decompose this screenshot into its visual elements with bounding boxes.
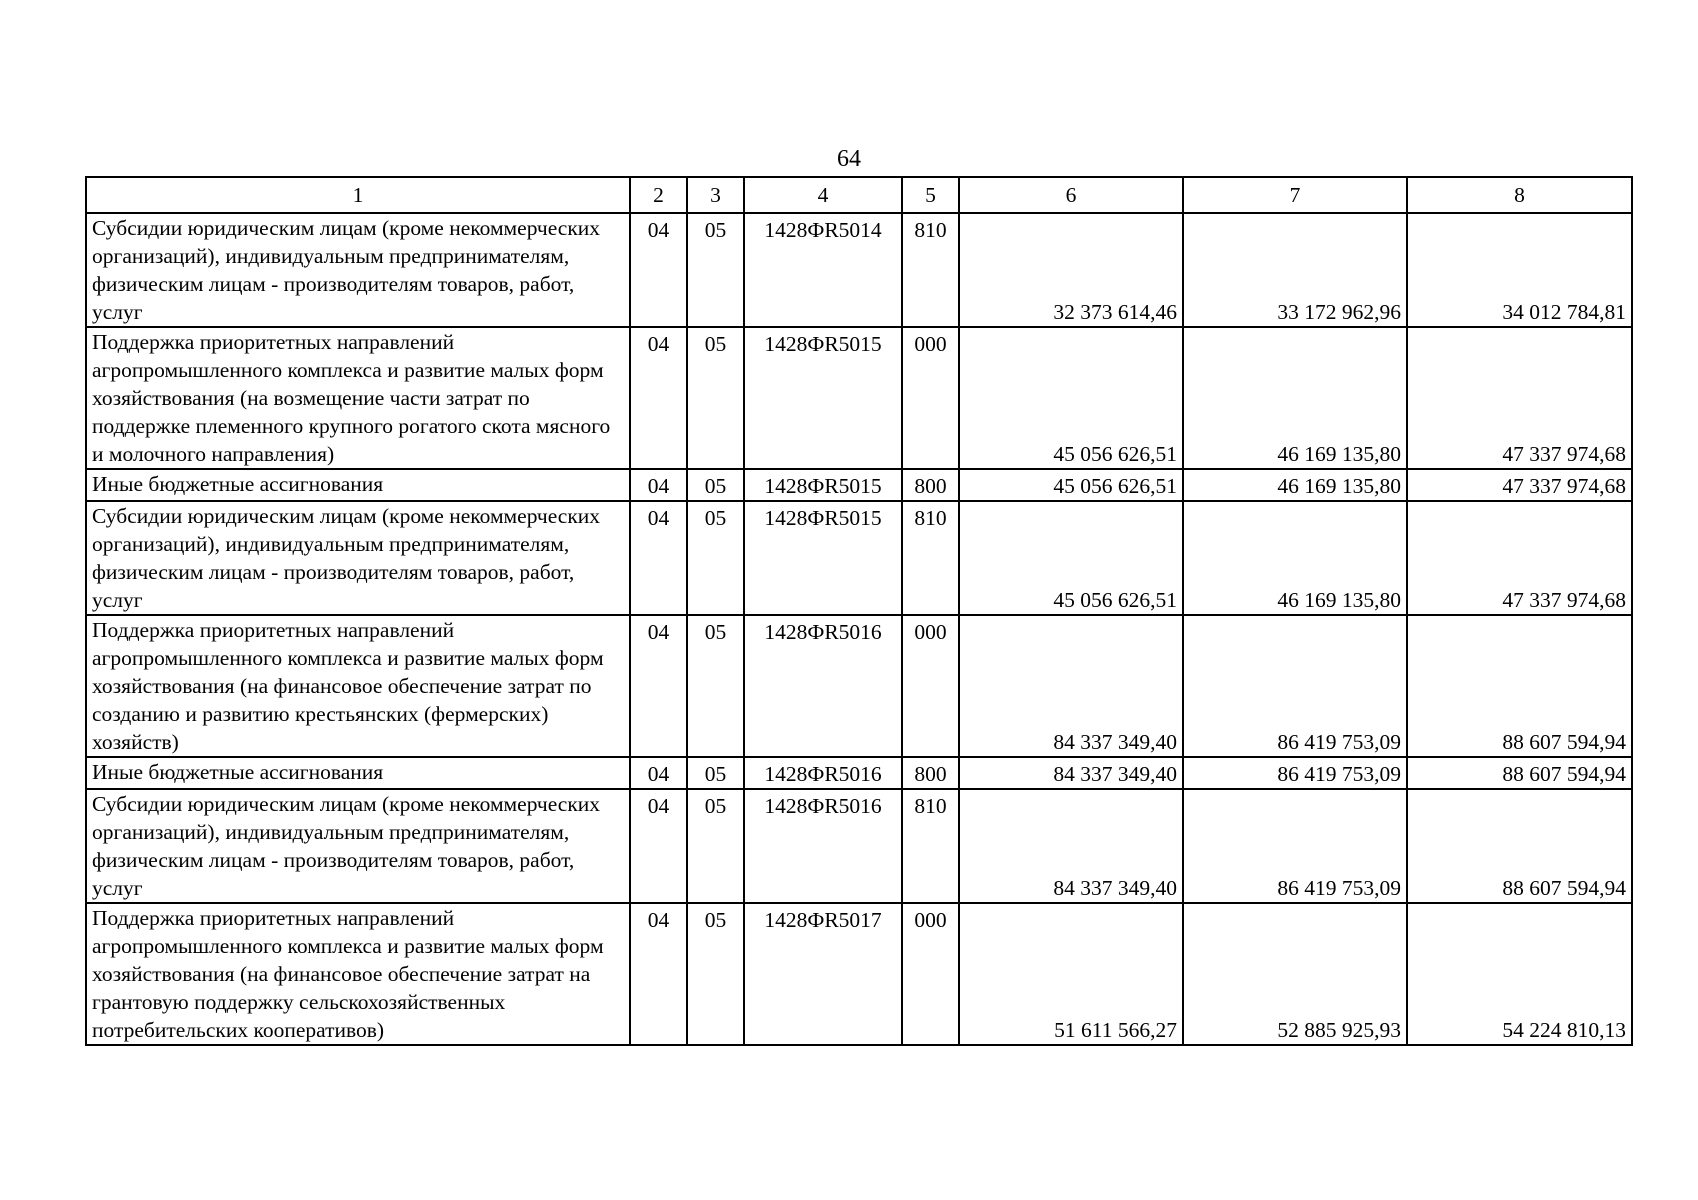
row-name: Иные бюджетные ассигнования bbox=[86, 757, 630, 789]
header-cell-6: 6 bbox=[959, 177, 1183, 213]
row-subsection: 05 bbox=[687, 757, 744, 789]
row-subsection: 05 bbox=[687, 615, 744, 757]
header-cell-2: 2 bbox=[630, 177, 687, 213]
row-amount-year2: 86 419 753,09 bbox=[1183, 789, 1407, 903]
row-name: Поддержка приоритетных направлений агропромышленного комплекса и развитие малых форм хозяйствования (на возмещение части затрат по поддержке племенного крупного рогатого скота мясного и молочного направления) bbox=[86, 327, 630, 469]
row-amount-year2: 46 169 135,80 bbox=[1183, 469, 1407, 501]
header-cell-1: 1 bbox=[86, 177, 630, 213]
row-amount-year3: 47 337 974,68 bbox=[1407, 327, 1632, 469]
row-amount-year3: 34 012 784,81 bbox=[1407, 213, 1632, 327]
row-amount-year2: 86 419 753,09 bbox=[1183, 757, 1407, 789]
table-row bbox=[86, 789, 1632, 903]
row-amount-year3: 54 224 810,13 bbox=[1407, 903, 1632, 1045]
row-amount-year3: 47 337 974,68 bbox=[1407, 501, 1632, 615]
row-amount-year1: 84 337 349,40 bbox=[959, 615, 1183, 757]
row-amount-year1: 32 373 614,46 bbox=[959, 213, 1183, 327]
budget-table bbox=[85, 176, 1633, 1046]
row-name: Иные бюджетные ассигнования bbox=[86, 469, 630, 501]
header-cell-3: 3 bbox=[687, 177, 744, 213]
row-expense-type: 000 bbox=[902, 327, 959, 469]
row-name: Субсидии юридическим лицам (кроме некоммерческих организаций), индивидуальным предпринимателям, физическим лицам - производителям товаров, работ, услуг bbox=[86, 789, 630, 903]
row-expense-type: 000 bbox=[902, 615, 959, 757]
row-name: Субсидии юридическим лицам (кроме некоммерческих организаций), индивидуальным предпринимателям, физическим лицам - производителям товаров, работ, услуг bbox=[86, 501, 630, 615]
row-subsection: 05 bbox=[687, 903, 744, 1045]
row-expense-type: 800 bbox=[902, 757, 959, 789]
table-row bbox=[86, 469, 1632, 501]
header-cell-8: 8 bbox=[1407, 177, 1632, 213]
row-section: 04 bbox=[630, 903, 687, 1045]
row-section: 04 bbox=[630, 789, 687, 903]
header-cell-7: 7 bbox=[1183, 177, 1407, 213]
table-row bbox=[86, 213, 1632, 327]
row-amount-year2: 46 169 135,80 bbox=[1183, 327, 1407, 469]
row-subsection: 05 bbox=[687, 469, 744, 501]
row-amount-year2: 46 169 135,80 bbox=[1183, 501, 1407, 615]
table-row bbox=[86, 903, 1632, 1045]
row-section: 04 bbox=[630, 213, 687, 327]
row-amount-year1: 84 337 349,40 bbox=[959, 757, 1183, 789]
header-row bbox=[86, 177, 1632, 213]
row-target-article: 1428ФR5017 bbox=[744, 903, 902, 1045]
row-target-article: 1428ФR5016 bbox=[744, 615, 902, 757]
row-amount-year1: 84 337 349,40 bbox=[959, 789, 1183, 903]
row-target-article: 1428ФR5015 bbox=[744, 501, 902, 615]
row-amount-year1: 51 611 566,27 bbox=[959, 903, 1183, 1045]
row-target-article: 1428ФR5014 bbox=[744, 213, 902, 327]
row-section: 04 bbox=[630, 469, 687, 501]
row-expense-type: 810 bbox=[902, 501, 959, 615]
row-amount-year3: 88 607 594,94 bbox=[1407, 789, 1632, 903]
row-amount-year3: 47 337 974,68 bbox=[1407, 469, 1632, 501]
table-row bbox=[86, 615, 1632, 757]
row-amount-year2: 86 419 753,09 bbox=[1183, 615, 1407, 757]
row-name: Субсидии юридическим лицам (кроме некоммерческих организаций), индивидуальным предпринимателям, физическим лицам - производителям товаров, работ, услуг bbox=[86, 213, 630, 327]
row-amount-year1: 45 056 626,51 bbox=[959, 469, 1183, 501]
table-row bbox=[86, 501, 1632, 615]
row-section: 04 bbox=[630, 327, 687, 469]
row-amount-year3: 88 607 594,94 bbox=[1407, 757, 1632, 789]
row-subsection: 05 bbox=[687, 327, 744, 469]
table-row bbox=[86, 327, 1632, 469]
row-target-article: 1428ФR5016 bbox=[744, 789, 902, 903]
row-expense-type: 810 bbox=[902, 789, 959, 903]
row-expense-type: 800 bbox=[902, 469, 959, 501]
page-number: 64 bbox=[837, 146, 861, 172]
row-subsection: 05 bbox=[687, 501, 744, 615]
row-target-article: 1428ФR5015 bbox=[744, 327, 902, 469]
header-cell-5: 5 bbox=[902, 177, 959, 213]
row-target-article: 1428ФR5016 bbox=[744, 757, 902, 789]
row-amount-year1: 45 056 626,51 bbox=[959, 501, 1183, 615]
row-section: 04 bbox=[630, 501, 687, 615]
row-name: Поддержка приоритетных направлений агропромышленного комплекса и развитие малых форм хозяйствования (на финансовое обеспечение затрат по созданию и развитию крестьянских (фермерских) хозяйств) bbox=[86, 615, 630, 757]
header-cell-4: 4 bbox=[744, 177, 902, 213]
row-expense-type: 000 bbox=[902, 903, 959, 1045]
row-name: Поддержка приоритетных направлений агропромышленного комплекса и развитие малых форм хозяйствования (на финансовое обеспечение затрат на грантовую поддержку сельскохозяйственных потребительских кооперативов) bbox=[86, 903, 630, 1045]
row-expense-type: 810 bbox=[902, 213, 959, 327]
row-amount-year2: 33 172 962,96 bbox=[1183, 213, 1407, 327]
row-section: 04 bbox=[630, 615, 687, 757]
row-amount-year3: 88 607 594,94 bbox=[1407, 615, 1632, 757]
row-amount-year1: 45 056 626,51 bbox=[959, 327, 1183, 469]
row-section: 04 bbox=[630, 757, 687, 789]
row-subsection: 05 bbox=[687, 789, 744, 903]
table-row bbox=[86, 757, 1632, 789]
row-target-article: 1428ФR5015 bbox=[744, 469, 902, 501]
row-amount-year2: 52 885 925,93 bbox=[1183, 903, 1407, 1045]
row-subsection: 05 bbox=[687, 213, 744, 327]
